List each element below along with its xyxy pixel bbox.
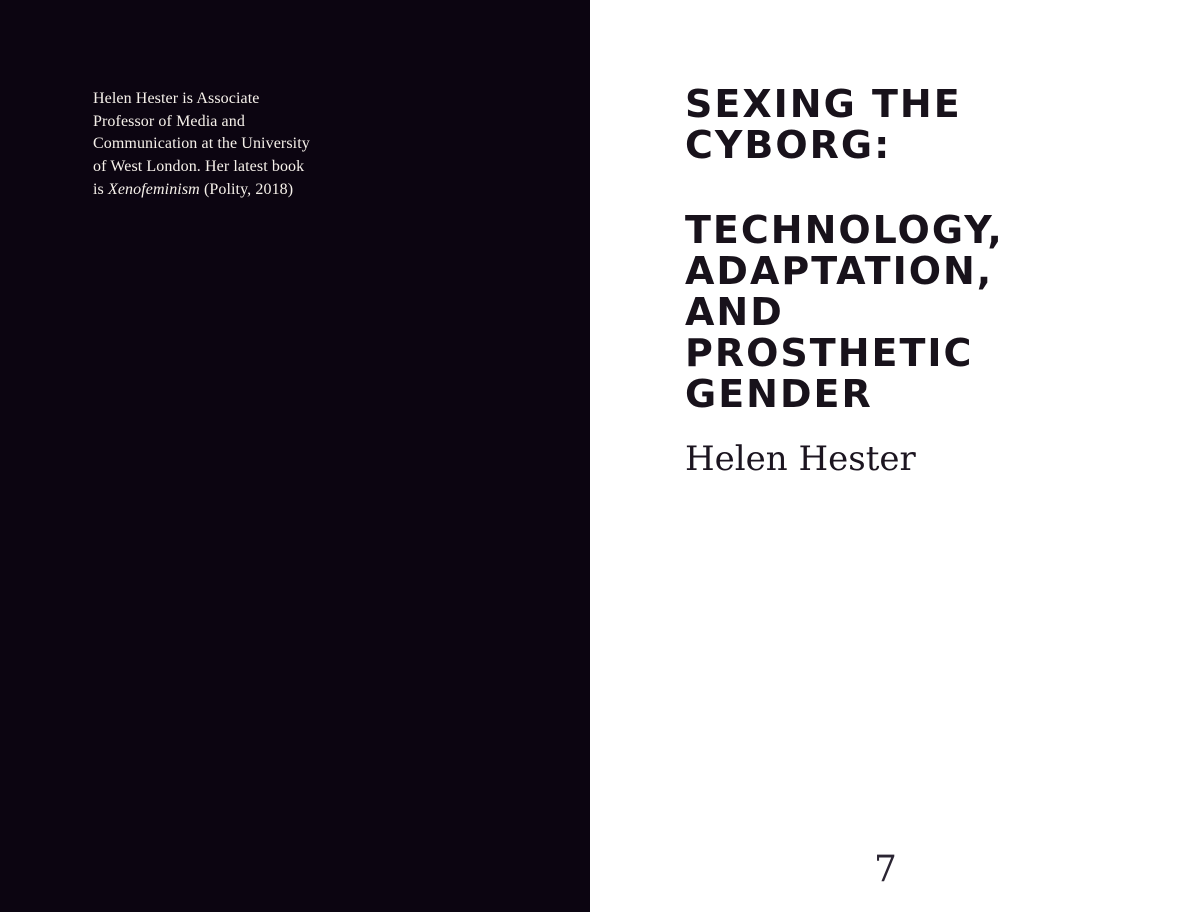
title-line-5: AND	[685, 290, 784, 334]
bio-line-5	[93, 179, 323, 202]
left-page	[0, 0, 590, 912]
title-line-1: SEXING THE	[685, 82, 962, 126]
book-title-italic: Xenofeminism	[107, 180, 200, 198]
article-title-part-1	[685, 84, 962, 166]
title-line-2: CYBORG:	[685, 123, 892, 167]
article-title-part-2	[685, 210, 1004, 415]
bio-line-2: Professor of Media and	[93, 112, 245, 130]
title-line-3: TECHNOLOGY,	[685, 208, 1004, 252]
title-line-4: ADAPTATION,	[685, 249, 994, 293]
title-line-7: GENDER	[685, 372, 873, 416]
page-number: 7	[874, 849, 897, 890]
author-bio	[93, 88, 323, 202]
bio-line-5-suffix: (Polity, 2018)	[199, 180, 294, 198]
title-line-6: PROSTHETIC	[685, 331, 974, 375]
bio-line-1: Helen Hester is Associate	[93, 90, 260, 107]
right-page	[590, 0, 1181, 912]
bio-line-4: of West London. Her latest book	[93, 158, 305, 176]
bio-line-5-prefix: is	[93, 180, 108, 198]
bio-line-3: Communication at the University	[93, 135, 310, 153]
author-name: Helen Hester	[685, 439, 916, 479]
